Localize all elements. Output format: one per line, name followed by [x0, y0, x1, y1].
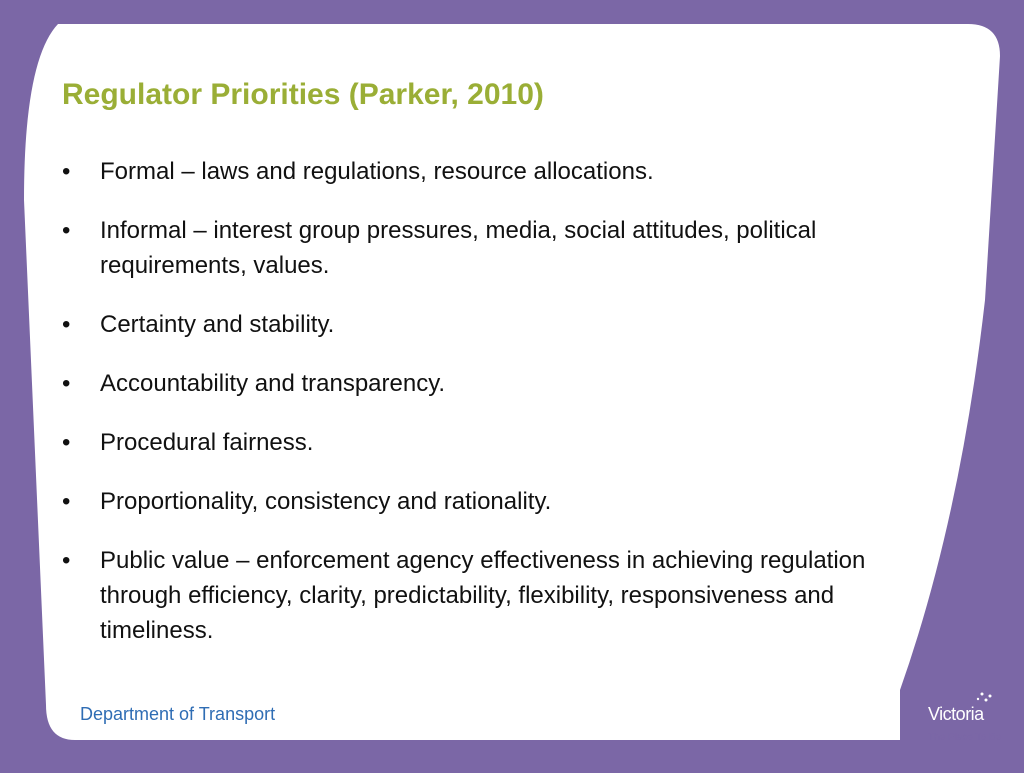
bullet-item: • Proportionality, consistency and rationality.	[62, 484, 952, 519]
logo-word: Victoria	[928, 704, 984, 724]
slide-title: Regulator Priorities (Parker, 2010)	[62, 78, 544, 111]
logo-tagline: The Place To Be	[928, 732, 1002, 743]
department-label: Department of Transport	[80, 704, 276, 724]
bullet-item: • Public value – enforcement agency effectiveness in achieving regulation through efficiency, clarity, predictability, flexibility, responsiveness and timeliness.	[62, 543, 952, 648]
bullet-item: • Formal – laws and regulations, resource allocations.	[62, 154, 952, 189]
bullet-item: • Procedural fairness.	[62, 425, 952, 460]
southern-cross-icon	[926, 690, 1000, 704]
bullet-item: • Certainty and stability.	[62, 307, 952, 342]
bullet-item: • Informal – interest group pressures, media, social attitudes, political requirements, values.	[62, 213, 952, 283]
logo-box	[926, 690, 1000, 730]
bullet-list	[62, 154, 952, 672]
victoria-logo	[926, 690, 1000, 748]
bullet-item: • Accountability and transparency.	[62, 366, 952, 401]
